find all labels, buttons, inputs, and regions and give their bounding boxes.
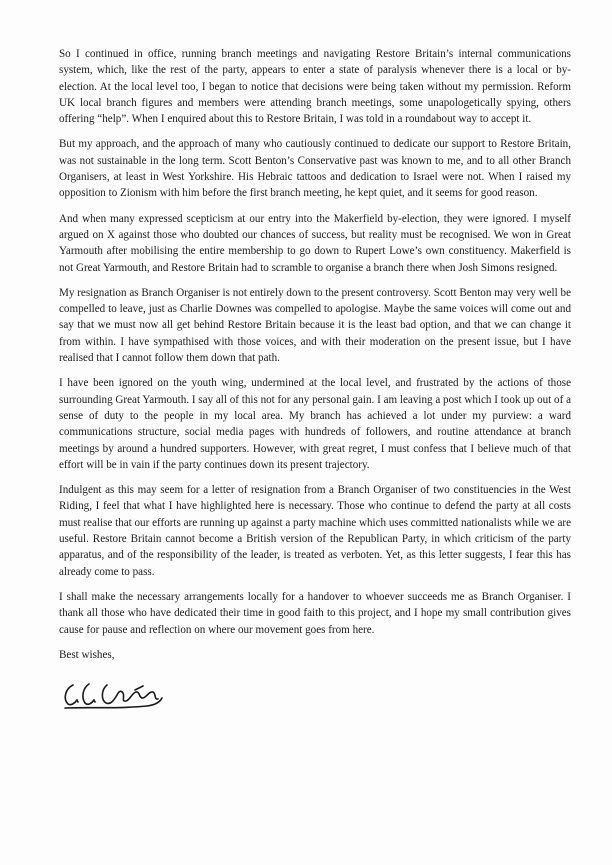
paragraph-4: My resignation as Branch Organiser is not entirely down to the present controversy. Scott Benton may very well be compelled to leave, just as Charlie Downes was compelled to apologise. Maybe the same voices will come out and say that we must now all get behind Restore Britain because it is the least bad option, and that we can change it from within. I have sympathised with those voices, and with their moderation on the present issue, but I have realised that I cannot follow them down that path. <box>59 286 571 365</box>
paragraph-1: So I continued in office, running branch meetings and navigating Restore Britain’s internal communications system, which, like the rest of the party, appears to enter a state of paralysis whenever there is a local or by-election. At the local level too, I began to notice that decisions were being taken without my permission. Reform UK local branch figures and members were attending branch meetings, some unapologetically spying, others offering “help”. When I enquired about this to Restore Britain, I was told in a roundabout way to accept it. <box>59 48 571 126</box>
letter-body <box>59 46 571 713</box>
paragraph-3: And when many expressed scepticism at our entry into the Makerfield by-election, they were ignored. I myself argued on X against those who doubted our chances of success, but reality must be recognised. We won in Great Yarmouth after mobilising the entire membership to go down to Rupert Lowe’s own constituency. Makerfield is not Great Yarmouth, and Restore Britain had to scramble to organise a branch there when Josh Simons resigned. <box>59 212 571 274</box>
closing-line: Best wishes, <box>59 648 115 661</box>
paragraph-6: Indulgent as this may seem for a letter of resignation from a Branch Organiser of two constituencies in the West Riding, I feel that what I have highlighted here is necessary. Those who continue to defend the party at all costs must realise that our efforts are running up against a party machine which uses committed nationalists while we are useful. Restore Britain cannot become a British version of the Republican Party, in which criticism of the party apparatus, and of the responsibility of the leader, is treated as verboten. Yet, as this letter suggests, I fear this has already come to pass. <box>59 484 571 578</box>
paragraph-5: I have been ignored on the youth wing, undermined at the local level, and frustrated by the actions of those surrounding Great Yarmouth. I say all of this not for any personal gain. I am leaving a post which I took up out of a sense of duty to the people in my local area. My branch has achieved a lot under my purview: a ward communications structure, social media pages with hundreds of followers, and routine attendance at branch meetings by around a hundred supporters. However, with great regret, I must confess that I believe much of that effort will be in vain if the party continues down its present trajectory. <box>59 377 571 471</box>
handwritten-signature <box>59 673 179 713</box>
paragraph-2: But my approach, and the approach of many who cautiously continued to dedicate our support to Restore Britain, was not sustainable in the long term. Scott Benton’s Conservative past was known to me, and to all other Branch Organisers, at least in West Yorkshire. His Hebraic tattoos and dedication to Israel were not. When I raised my opposition to Zionism with him before the first branch meeting, he kept quiet, and it seems for good reason. <box>59 138 571 200</box>
paragraph-7: I shall make the necessary arrangements locally for a handover to whoever succeeds me as Branch Organiser. I thank all those who have dedicated their time in good faith to this project, and I hope my small contribution gives cause for pause and reflection on where our movement goes from here. <box>59 590 571 636</box>
